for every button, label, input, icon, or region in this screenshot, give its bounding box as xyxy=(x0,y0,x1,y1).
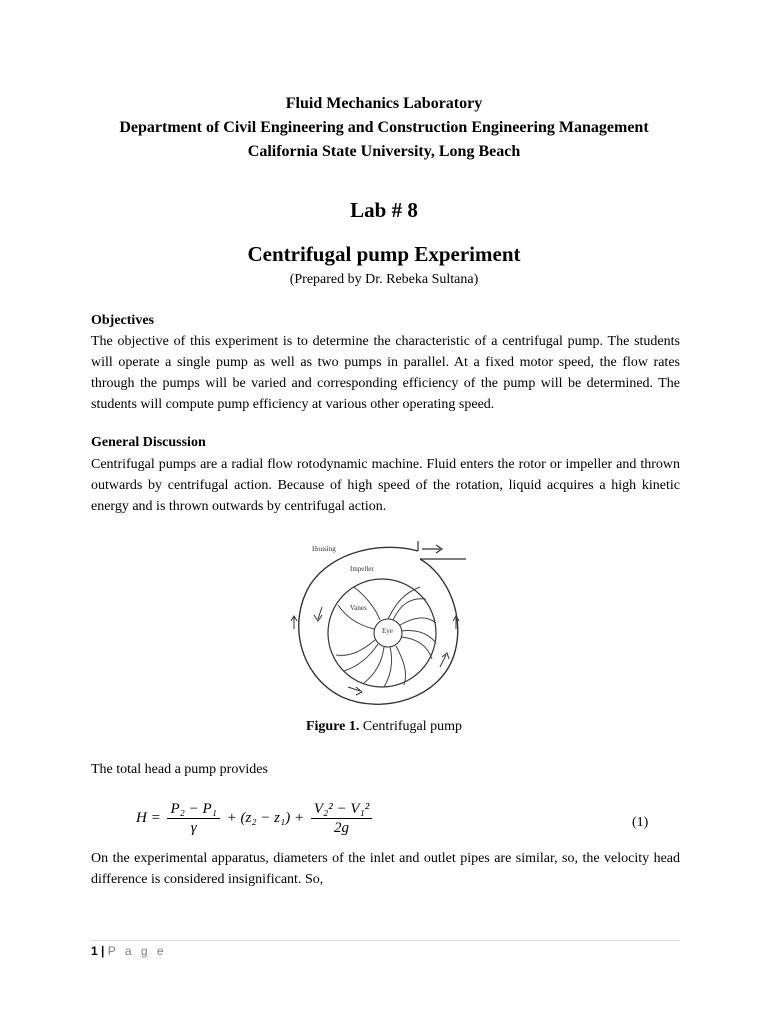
velocity-numerator: V₂² − V₁² xyxy=(311,800,372,819)
velocity-denominator: 2g xyxy=(334,820,350,836)
lab-number: Lab # 8 xyxy=(350,198,418,222)
equation-lhs: H = xyxy=(136,809,161,826)
apparatus-paragraph: On the experimental apparatus, diameters of the inlet and outlet pipes are similar, so, the velocity head difference is considered insignificant. So, xyxy=(91,851,680,887)
elevation-term: + (z₂ − z₁) + xyxy=(226,809,305,826)
vanes-label: Vanes xyxy=(350,604,367,612)
impeller-label: Impeller xyxy=(350,565,374,573)
figure-caption xyxy=(0,719,768,735)
housing-outline xyxy=(299,547,458,704)
pressure-denominator: γ xyxy=(190,820,197,836)
lab-name: Fluid Mechanics Laboratory xyxy=(285,95,483,112)
figure-caption-label: Figure 1. xyxy=(305,719,360,734)
vanes-group xyxy=(336,587,436,687)
general-discussion-heading: General Discussion xyxy=(91,435,206,450)
page-footer xyxy=(91,944,167,958)
total-head-equation xyxy=(136,800,696,844)
velocity-term xyxy=(311,800,372,837)
prepared-by: (Prepared by Dr. Rebeka Sultana) xyxy=(289,272,479,287)
footer-separator: | xyxy=(101,944,105,958)
pump-diagram xyxy=(270,537,500,713)
objectives-paragraph: The objective of this experiment is to determine the characteristic of a centrifugal pump. The students will operate a single pump as well as two pumps in parallel. At a fixed motor speed, the flow rates through the pumps will be varied and corresponding efficiency of the pump will be determined. The students will compute pump efficiency at various other operating speed. xyxy=(91,334,680,412)
page-number: 1 xyxy=(91,944,98,958)
experiment-title: Centrifugal pump Experiment xyxy=(247,242,521,266)
discharge-pipe xyxy=(418,541,466,559)
total-head-intro: The total head a pump provides xyxy=(91,762,268,777)
pressure-numerator: P₂ − P₁ xyxy=(167,800,219,819)
pressure-term xyxy=(167,800,219,837)
general-discussion-paragraph: Centrifugal pumps are a radial flow rotodynamic machine. Fluid enters the rotor or impeller and thrown outwards by centrifugal action. Because of high speed of the rotation, liquid acquires a high kinetic energy and is thrown outwards by centrifugal action. xyxy=(91,457,680,514)
figure-caption-text: Centrifugal pump xyxy=(359,719,463,734)
page-word: P a g e xyxy=(107,944,167,958)
housing-label: Housing xyxy=(312,545,336,553)
objectives-heading: Objectives xyxy=(91,313,154,328)
eye-label: Eye xyxy=(382,627,393,635)
department-name: Department of Civil Engineering and Construction Engineering Management xyxy=(119,119,649,136)
university-name: California State University, Long Beach xyxy=(247,143,521,160)
centrifugal-pump-figure xyxy=(270,537,500,713)
equation-number: (1) xyxy=(632,815,649,830)
footer-divider xyxy=(91,940,680,941)
